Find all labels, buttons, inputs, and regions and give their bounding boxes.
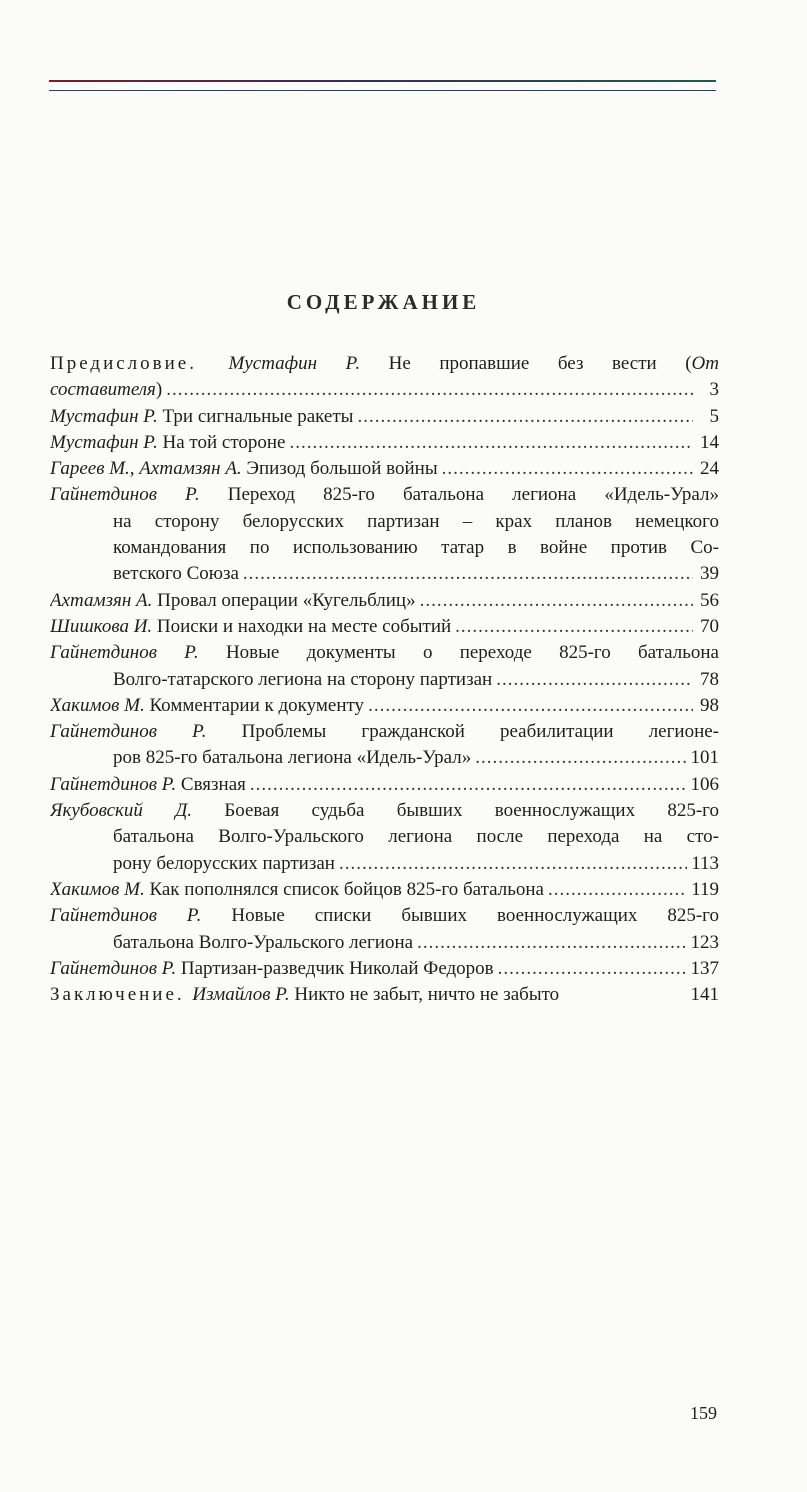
toc-entry [50, 719, 719, 772]
toc-page-number: 137 [690, 957, 719, 979]
toc-title-text: Эпизод большой войны [241, 458, 438, 480]
dot-leader [475, 745, 686, 771]
toc-page-number: 106 [690, 773, 719, 795]
dot-leader [368, 693, 693, 719]
toc-title-text: командования по использованию татар в войне против Со- [113, 537, 719, 559]
toc-section-label: Заключение. [50, 984, 193, 1006]
toc-line-text [113, 511, 719, 532]
toc-line [50, 667, 719, 693]
toc-line [50, 561, 719, 587]
toc-line [50, 456, 719, 482]
toc-line [50, 851, 719, 877]
toc-author: составителя [50, 379, 156, 401]
toc-title-text: Связная [176, 773, 246, 795]
toc-entry [50, 351, 719, 404]
dot-leader [548, 877, 687, 903]
toc-line [50, 982, 719, 1008]
toc-line [50, 509, 719, 535]
toc-page-number: 141 [690, 984, 719, 1006]
toc-title-text: ) [155, 379, 163, 401]
toc-title-text: Провал операции «Кугельблиц» [152, 589, 416, 611]
toc-line-text [113, 930, 413, 956]
toc-page-number: 78 [700, 668, 719, 690]
toc-entry [50, 903, 719, 956]
toc-author: Гайнетдинов Р. [50, 773, 177, 795]
toc-author: Гайнетдинов Р. [50, 642, 199, 664]
toc-line-text [113, 826, 719, 847]
toc-line [50, 930, 719, 956]
toc-line [50, 640, 719, 666]
toc-line-text [50, 353, 719, 374]
toc-line-text [113, 851, 335, 877]
toc-author: Гайнетдинов Р. [50, 484, 200, 506]
toc-line-text [113, 561, 239, 587]
toc-title-text: Не пропавшие без вести ( [360, 353, 692, 374]
table-of-contents [50, 351, 719, 1008]
toc-author: Гареев М., Ахтамзян А. [50, 458, 242, 480]
toc-author: Измайлов Р. [192, 984, 290, 1006]
toc-author: Хакимов М. [50, 694, 145, 716]
dot-leader [498, 956, 687, 982]
dot-leader [289, 430, 693, 456]
toc-line-text [50, 800, 719, 821]
toc-line-text [50, 377, 162, 403]
toc-line [50, 351, 719, 377]
dot-leader [496, 667, 693, 693]
toc-line-text [50, 404, 353, 430]
toc-title-text: рону белорусских партизан [113, 852, 335, 874]
dot-leader [243, 561, 693, 587]
toc-author: Шишкова И. [50, 615, 153, 637]
toc-line-text [50, 905, 719, 926]
dot-leader [442, 456, 693, 482]
toc-line-text [50, 614, 451, 640]
dot-leader [357, 404, 693, 430]
dot-leader [166, 377, 693, 403]
toc-author: Мустафин Р. [50, 405, 158, 427]
toc-line-text [50, 430, 285, 456]
toc-title-text: Волго-татарского легиона на сторону партизан [113, 668, 493, 690]
toc-line [50, 772, 719, 798]
toc-line [50, 719, 719, 745]
toc-page-number: 70 [700, 615, 719, 637]
toc-line-text [50, 642, 719, 663]
toc-title-text: батальона Волго-Уральского легиона [113, 931, 414, 953]
toc-entry [50, 798, 719, 877]
toc-title-text: ветского Союза [113, 563, 239, 585]
toc-title-text: Комментарии к документу [144, 694, 365, 716]
toc-line-text [50, 693, 364, 719]
toc-line-text [50, 456, 438, 482]
toc-page-number: 98 [700, 694, 719, 716]
dot-leader [455, 614, 693, 640]
toc-line-text [113, 667, 492, 693]
toc-line [50, 693, 719, 719]
toc-page-number: 5 [709, 405, 719, 427]
dot-leader [417, 930, 686, 956]
dot-leader [339, 851, 687, 877]
toc-title-text: батальона Волго-Уральского легиона после перехода на сто- [113, 826, 719, 848]
toc-title-text: Поиски и находки на месте событий [152, 615, 452, 637]
toc-entry [50, 693, 719, 719]
toc-entry [50, 640, 719, 693]
toc-title-text: Переход 825-го батальона легиона «Идель-Урал» [199, 484, 719, 506]
toc-page-number: 101 [690, 747, 719, 769]
toc-title-text: Как пополнялся список бойцов 825-го батальона [144, 878, 544, 900]
page-number: 159 [690, 1403, 717, 1423]
toc-entry [50, 614, 719, 640]
toc-line-text [113, 537, 719, 558]
toc-entry [50, 877, 719, 903]
toc-page-number: 119 [691, 878, 719, 900]
toc-line [50, 430, 719, 456]
toc-line [50, 482, 719, 508]
toc-line [50, 377, 719, 403]
toc-line-text [50, 588, 416, 614]
toc-title-text: Три сигнальные ракеты [157, 405, 354, 427]
toc-page-number: 14 [700, 431, 719, 453]
toc-author: Мустафин Р. [50, 431, 158, 453]
toc-title-text: Новые списки бывших военнослужащих 825-го [201, 905, 719, 927]
toc-entry [50, 588, 719, 614]
toc-entry [50, 430, 719, 456]
toc-author: От [691, 353, 719, 374]
toc-line-text [50, 484, 719, 505]
toc-page-number: 56 [700, 589, 719, 611]
toc-entry [50, 456, 719, 482]
toc-title-text: Новые документы о переходе 825-го батальона [198, 642, 719, 664]
toc-title-text: На той стороне [157, 431, 286, 453]
toc-page-number: 39 [700, 563, 719, 585]
toc-author: Хакимов М. [50, 878, 145, 900]
toc-entry [50, 982, 719, 1008]
toc-title-text: ров 825-го батальона легиона «Идель-Урал» [113, 747, 472, 769]
toc-entry [50, 404, 719, 430]
toc-entry [50, 482, 719, 587]
toc-line [50, 956, 719, 982]
toc-page-number: 113 [691, 852, 719, 874]
toc-author: Гайнетдинов Р. [50, 905, 202, 927]
toc-author: Якубовский Д. [50, 800, 193, 822]
toc-line [50, 877, 719, 903]
toc-line-text [50, 956, 494, 982]
toc-line-text [113, 745, 471, 771]
toc-page-number: 123 [690, 931, 719, 953]
header-rule-bottom [49, 90, 716, 91]
toc-line-text [50, 772, 246, 798]
page-title: СОДЕРЖАНИЕ [286, 290, 481, 314]
toc-line [50, 614, 719, 640]
toc-title-text: Боевая судьба бывших военнослужащих 825-го [192, 800, 719, 822]
toc-line [50, 903, 719, 929]
toc-entry [50, 772, 719, 798]
toc-title-text: на сторону белорусских партизан – крах планов немецкого [113, 510, 719, 532]
toc-line-text [50, 877, 544, 903]
toc-line [50, 588, 719, 614]
toc-author: Гайнетдинов Р. [50, 957, 177, 979]
toc-author: Мустафин Р. [228, 353, 361, 374]
toc-author: Ахтамзян А. [50, 589, 153, 611]
header-rule-top [49, 80, 716, 82]
dot-leader [420, 588, 693, 614]
toc-section-label: Предисловие. [50, 353, 229, 374]
toc-line [50, 798, 719, 824]
toc-title-text: Никто не забыт, ничто не забыто [289, 984, 560, 1006]
toc-page-number: 3 [709, 379, 719, 401]
toc-entry [50, 956, 719, 982]
toc-author: Гайнетдинов Р. [50, 721, 207, 743]
toc-line [50, 404, 719, 430]
toc-line [50, 745, 719, 771]
toc-title-text: Партизан-разведчик Николай Федоров [176, 957, 494, 979]
toc-page-number: 24 [700, 458, 719, 480]
toc-line [50, 824, 719, 850]
toc-title-text: Проблемы гражданской реабилитации легионе- [206, 721, 719, 743]
toc-line-text [50, 721, 719, 742]
dot-leader [250, 772, 687, 798]
toc-line [50, 535, 719, 561]
toc-line-text [50, 982, 559, 1008]
